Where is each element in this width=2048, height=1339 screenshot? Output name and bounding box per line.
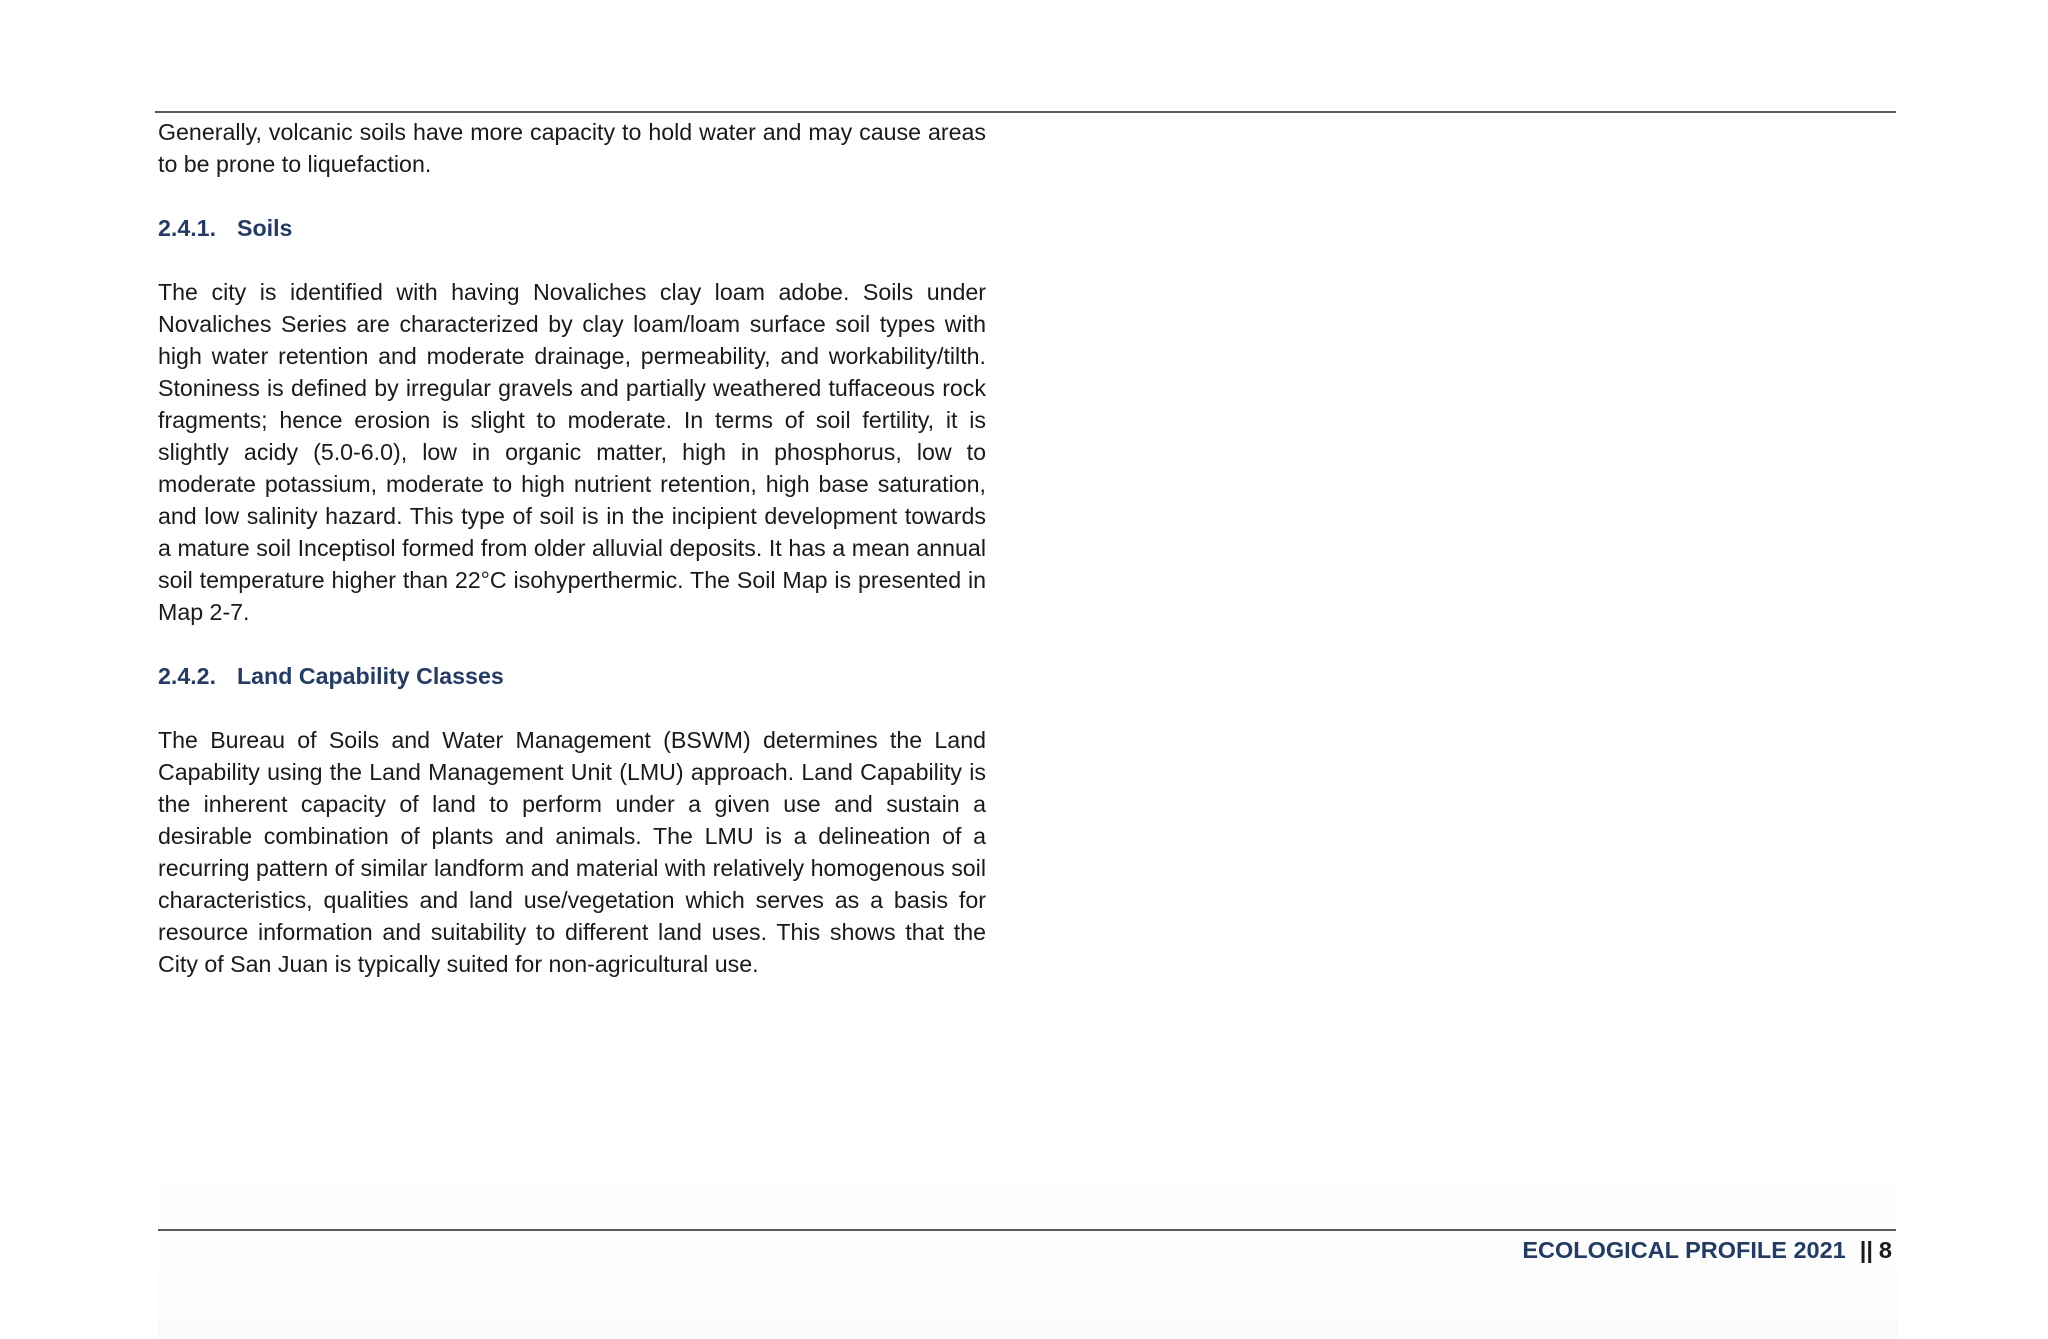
section-title: Soils xyxy=(237,215,293,241)
section-number: 2.4.1. xyxy=(158,215,217,241)
soils-paragraph: The city is identified with having Novaliches clay loam adobe. Soils under Novaliches Series are characterized by clay loam/loam surface soil types with high water retention and moderate drainage, permeability, and workability/tilth. Stoniness is defined by irregular gravels and partially weathered tuffaceous rock fragments; hence erosion is slight to moderate. In terms of soil fertility, it is slightly acidy (5.0-6.0), low in organic matter, high in phosphorus, low to moderate potassium, moderate to high nutrient retention, high base saturation, and low salinity hazard. This type of soil is in the incipient development towards a mature soil Inceptisol formed from older alluvial deposits. It has a mean annual soil temperature higher than 22°C isohyperthermic. The Soil Map is presented in Map 2-7. xyxy=(158,279,986,625)
page-number: 8 xyxy=(1878,1237,1892,1263)
footer-separator: || xyxy=(1859,1237,1873,1263)
section-number: 2.4.2. xyxy=(158,663,217,689)
text-column xyxy=(158,116,986,980)
section-heading-soils xyxy=(158,212,986,244)
header-rule xyxy=(155,111,1896,113)
footer-rule xyxy=(158,1229,1896,1231)
land-capability-paragraph: The Bureau of Soils and Water Management (BSWM) determines the Land Capability using the Land Management Unit (LMU) approach. Land Capability is the inherent capacity of land to perform under a given use and sustain a desirable combination of plants and animals. The LMU is a delineation of a recurring pattern of similar landform and material with relatively homogenous soil characteristics, qualities and land use/vegetation which serves as a basis for resource information and suitability to different land uses. This shows that the City of San Juan is typically suited for non-agricultural use. xyxy=(158,727,986,977)
intro-paragraph: Generally, volcanic soils have more capacity to hold water and may cause areas to be prone to liquefaction. xyxy=(158,119,986,177)
footer-title: ECOLOGICAL PROFILE 2021 xyxy=(1522,1237,1846,1263)
page-footer xyxy=(1522,1234,1892,1266)
section-title: Land Capability Classes xyxy=(237,663,504,689)
section-heading-land-capability xyxy=(158,660,986,692)
